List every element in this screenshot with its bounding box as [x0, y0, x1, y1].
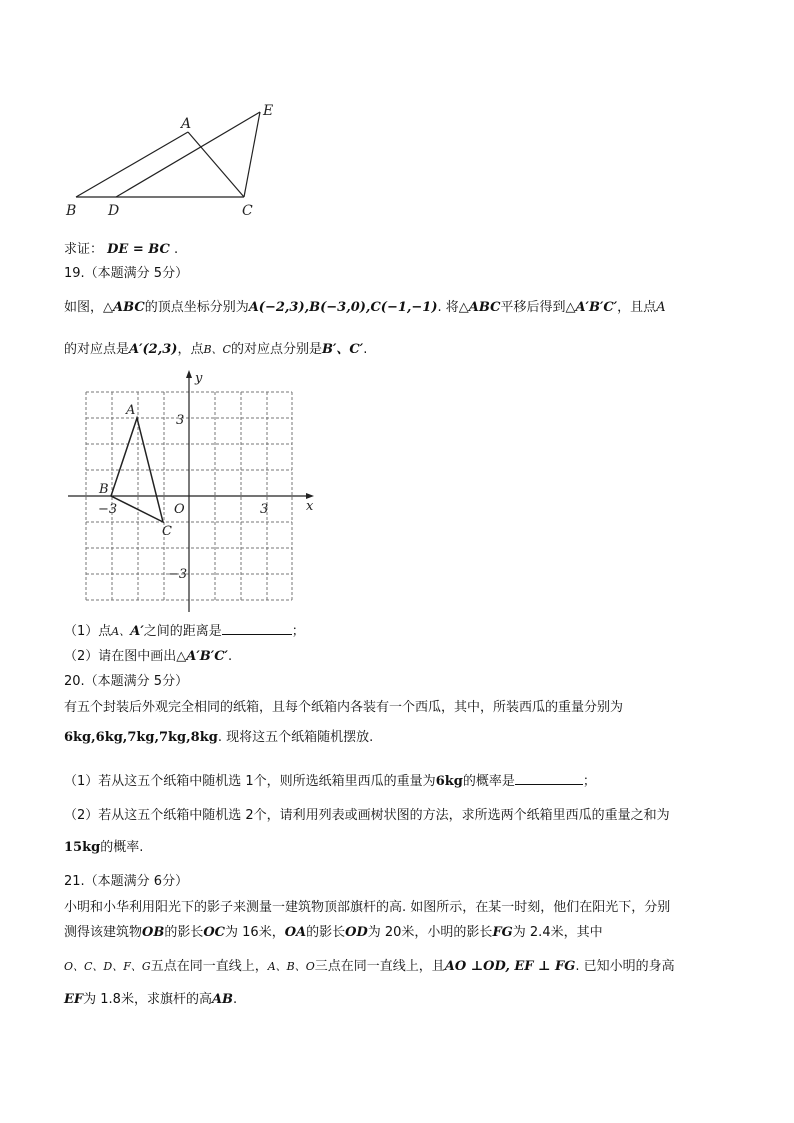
axis-label-y: y — [195, 371, 203, 386]
q20-weight: 6kg — [435, 774, 463, 789]
q19-line2 — [64, 338, 367, 357]
q21-header: 21.（本题满分 6分） — [64, 874, 189, 889]
tick-label-3-x: 3 — [260, 502, 269, 517]
q21-segment: OC — [203, 925, 226, 940]
q19-text: 的顶点坐标分别为 — [144, 300, 249, 315]
q21-text: 五点在同一直线上， — [150, 959, 268, 974]
q20-line1: 有五个封装后外观完全相同的纸箱，且每个纸箱内各装有一个西瓜，其中，所装西瓜的重量分别为 — [64, 700, 624, 715]
q19-line1 — [64, 296, 666, 315]
q21-text: 三点在同一直线上，且 — [314, 959, 445, 974]
q19-point: A — [656, 300, 666, 315]
q21-line4 — [64, 988, 237, 1007]
q19-text: . 将 — [437, 300, 459, 315]
q19-point-a-prime: A′(2,3) — [129, 342, 178, 357]
q19-text: 的对应点分别是 — [230, 342, 322, 357]
q21-line3 — [64, 955, 675, 974]
q21-text: . 已知小明的身高 — [575, 959, 675, 974]
triangle-figure-18 — [60, 98, 290, 222]
q19-text: ，且点 — [617, 300, 657, 315]
q21-text: 为 20米，小明的影长 — [367, 925, 493, 940]
origin-label: O — [174, 502, 185, 517]
q19-text: 之间的距离是 — [143, 624, 222, 639]
q21-text: 的影长 — [306, 925, 346, 940]
vertex-label-A: A — [126, 403, 136, 418]
q20-text: . 现将这五个纸箱随机摆放. — [217, 730, 374, 745]
q18-prove-label: 求证： — [64, 242, 104, 257]
q20-part2-line2 — [64, 836, 143, 855]
q19-text: 的对应点是 — [64, 342, 130, 357]
q20-text: 的概率. — [100, 840, 144, 855]
q21-text: 为 16米， — [225, 925, 285, 940]
q20-header: 20.（本题满分 5分） — [64, 674, 189, 689]
q19-points-prime: B′、C′ — [321, 342, 364, 357]
q21-text: . — [233, 992, 238, 1007]
q19-part1 — [64, 620, 305, 639]
q21-condition: AO ⊥OD, EF ⊥ FG — [444, 959, 576, 974]
q19-text: 如图， — [64, 300, 104, 315]
label-C: C — [242, 203, 253, 219]
q19-points: B、C — [203, 343, 231, 356]
tick-label-3-y: 3 — [176, 413, 185, 428]
q19-triangle-abc: △ABC — [103, 300, 145, 315]
q19-text: . — [227, 649, 233, 664]
q19-triangle-prime: △A′B′C′ — [176, 649, 228, 664]
q19-header: 19.（本题满分 5分） — [64, 266, 189, 281]
q20-line2 — [64, 726, 373, 745]
q19-part2 — [64, 645, 232, 664]
q21-segment: FG — [492, 925, 513, 940]
q18-prove-line — [64, 238, 178, 257]
answer-blank-q20-1[interactable] — [515, 772, 583, 785]
y-axis-arrow — [186, 370, 192, 378]
q19-text: ； — [291, 624, 305, 639]
label-A: A — [181, 116, 192, 132]
q20-part1 — [64, 770, 596, 789]
q19-point-a-prime: A′ — [130, 624, 144, 639]
q20-text: 的概率是 — [462, 774, 515, 789]
q21-text: 为 1.8米，求旗杆的高 — [83, 992, 212, 1007]
q19-text: . — [363, 342, 368, 357]
label-D: D — [108, 203, 120, 219]
q20-text: ； — [582, 774, 596, 789]
q20-weights: 6kg,6kg,7kg,7kg,8kg — [64, 730, 218, 745]
q21-text: 的影长 — [164, 925, 204, 940]
q19-triangle-prime: △A′B′C′ — [565, 300, 618, 315]
coordinate-grid — [60, 368, 322, 612]
q21-points: O、C、D、F、G — [64, 960, 151, 973]
tick-label-neg3-y: −3 — [168, 567, 188, 582]
q20-text: （1）若从这五个纸箱中随机选 1个，则所选纸箱里西瓜的重量为 — [64, 774, 436, 789]
vertex-label-C: C — [162, 524, 172, 539]
q18-end: . — [174, 242, 179, 257]
q21-segment: AB — [211, 992, 234, 1007]
q18-statement: DE = BC — [107, 242, 170, 257]
q19-text: ，点 — [177, 342, 204, 357]
q19-triangle-abc: △ABC — [458, 300, 501, 315]
q19-text: 平移后得到 — [500, 300, 566, 315]
q21-line1: 小明和小华利用阳光下的影子来测量一建筑物顶部旗杆的高. 如图所示，在某一时刻，他们在阳光下，分别 — [64, 900, 671, 915]
label-E: E — [263, 103, 274, 119]
vertex-label-B: B — [99, 482, 109, 497]
q21-segment: EF — [64, 992, 84, 1007]
q21-text: 为 2.4米，其中 — [512, 925, 603, 940]
q20-part2: （2）若从这五个纸箱中随机选 2个，请利用列表或画树状图的方法，求所选两个纸箱里西瓜的重量之和为 — [64, 808, 670, 823]
q21-text: 测得该建筑物 — [64, 925, 143, 940]
q19-point: A、 — [111, 625, 131, 638]
segment-AC — [188, 132, 244, 197]
answer-blank-q19-1[interactable] — [222, 622, 292, 635]
q21-segment: OB — [142, 925, 165, 940]
tick-label-neg3-x: −3 — [98, 502, 118, 517]
q21-points: A、B、O — [267, 960, 315, 973]
q19-text: （2）请在图中画出 — [64, 649, 177, 664]
axis-label-x: x — [306, 499, 314, 514]
q20-weight-sum: 15kg — [64, 840, 101, 855]
label-B: B — [66, 203, 77, 219]
q19-text: （1）点 — [64, 624, 112, 639]
q21-segment: OA — [284, 925, 307, 940]
q21-line2 — [64, 921, 603, 940]
q21-segment: OD — [345, 925, 368, 940]
segment-EC — [244, 112, 260, 197]
q19-coordinates: A(−2,3),B(−3,0),C(−1,−1) — [248, 300, 438, 315]
